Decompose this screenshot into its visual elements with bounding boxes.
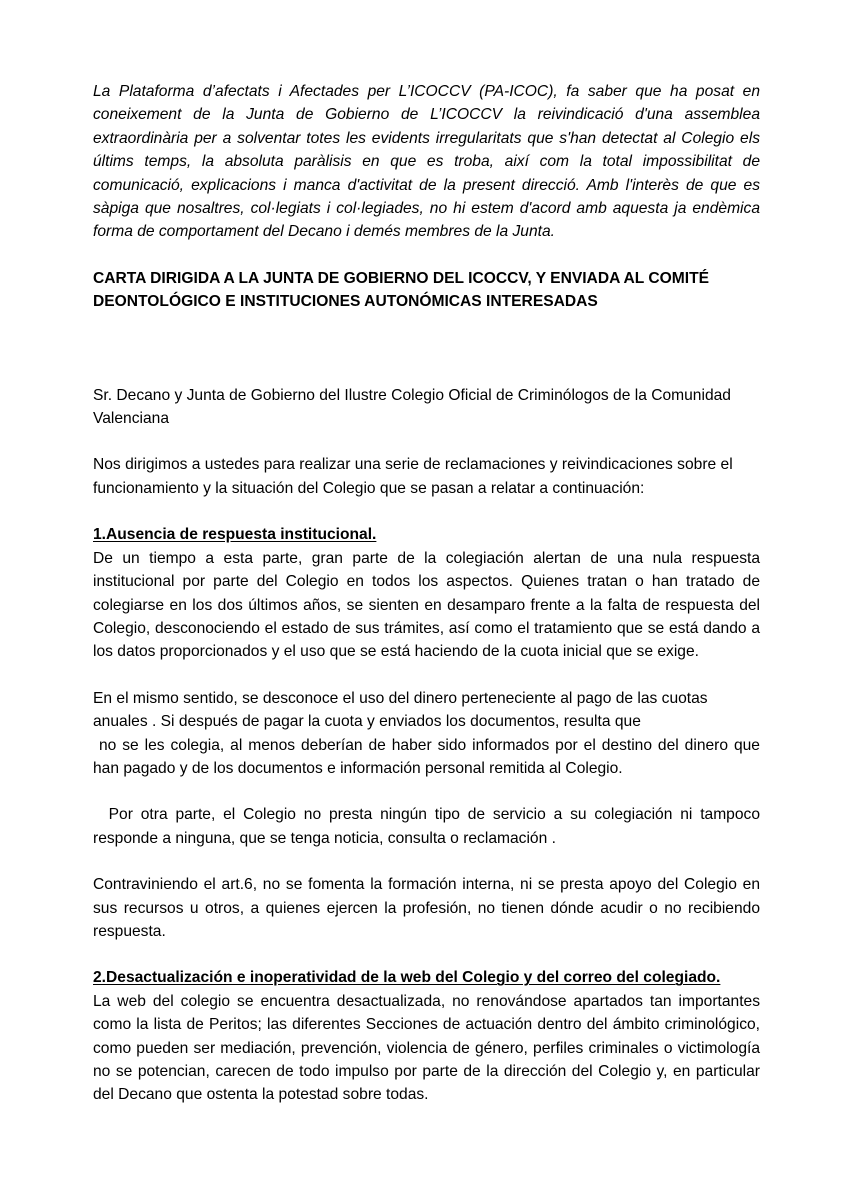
section-1-paragraph-4: Contraviniendo el art.6, no se fomenta la formación interna, ni se presta apoyo del Colegio en sus recursos u otros, a quienes ejercen la profesión, no tienen dónde acudir o no recibiendo respuesta.: [93, 876, 760, 940]
section-1-paragraph-2: [93, 687, 765, 781]
section-2-paragraph-1: La web del colegio se encuentra desactualizada, no renovándose apartados tan importantes como la lista de Peritos; las diferentes Secciones de actuación dentro del ámbito criminológico, como pueden ser mediación, prevención, violencia de género, perfiles criminales o victimología no se potencian, carecen de todo impulso por parte de la dirección del Colegio y, en particular del Decano que ostenta la potestad sobre todas.: [93, 992, 760, 1104]
document-page: [93, 80, 765, 1107]
section-1-paragraph-3: Por otra parte, el Colegio no presta ningún tipo de servicio a su colegiación ni tampoco responde a ninguna, que se tenga noticia, consulta o reclamación .: [93, 806, 765, 847]
section-1-paragraph-1: De un tiempo a esta parte, gran parte de la colegiación alertan de una nula respuesta institucional por parte del Colegio en todos los aspectos. Quienes tratan o han tratado de colegiarse en los dos últimos años, se sienten en desamparo frente a la falta de respuesta del Colegio, desconociendo el estado de sus trámites, así como el tratamiento que se está dando a los datos proporcionados y el uso que se está haciendo de la cuota inicial que se exige.: [93, 549, 760, 661]
opening-paragraph: Nos dirigimos a ustedes para realizar una serie de reclamaciones y reivindicaciones sobre el funcionamiento y la situación del Colegio que se pasan a relatar a continuación:: [93, 456, 733, 497]
letter-title: CARTA DIRIGIDA A LA JUNTA DE GOBIERNO DEL ICOCCV, Y ENVIADA AL COMITÉ DEONTOLÓGICO E INSTITUCIONES AUTONÓMICAS INTERESADAS: [93, 269, 709, 311]
intro-paragraph: La Plataforma d’afectats i Afectades per L’ICOCCV (PA-ICOC), fa saber que ha posat en coneixement de la Junta de Gobierno de L’ICOCCV la reivindicació d'una assemblea extraordinària per a solventar totes les evidents irregularitats que s'han detectat al Colegio els últims temps, la absoluta paràlisis en que es troba, així com la total impossibilitat de comunicació, explicacions i manca d'activitat de la present direcció. Amb l'interès de que es sàpiga que nosaltres, col·legiats i col·legiades, no hi estem d'acord amb aquesta ja endèmica forma de comportament del Decano i demés membres de la Junta.: [93, 83, 760, 241]
salutation: Sr. Decano y Junta de Gobierno del Ilustre Colegio Oficial de Criminólogos de la Comunidad Valenciana: [93, 386, 731, 428]
section-2-heading: 2.Desactualización e inoperatividad de la web del Colegio y del correo del colegiado.: [93, 969, 721, 987]
section-1-heading: 1.Ausencia de respuesta institucional.: [93, 526, 377, 544]
section-1-paragraph-2-line-1: En el mismo sentido, se desconoce el uso del dinero perteneciente al pago de las cuotas anuales . Si después de pagar la cuota y enviados los documentos, resulta que: [93, 689, 708, 731]
section-1-paragraph-2-line-2: no se les colegia, al menos deberían de haber sido informados por el destino del dinero que han pagado y de los documentos e información personal remitida al Colegio.: [93, 736, 765, 777]
